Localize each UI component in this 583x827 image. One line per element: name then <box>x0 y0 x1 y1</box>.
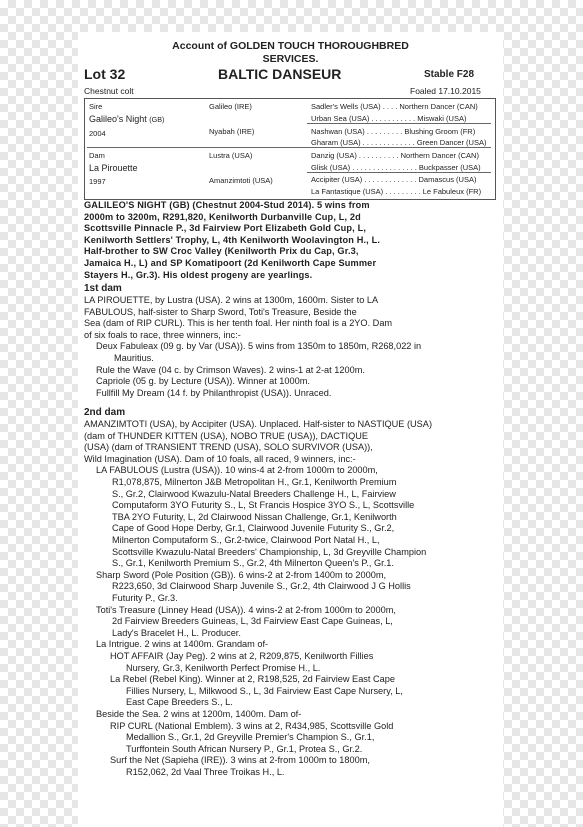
pedigree-divider <box>87 147 491 148</box>
description-line: Stayers H., Gr.3). His oldest progeny are yearlings. <box>84 269 313 280</box>
pedigree-line: East Cape Breeders S., L. <box>126 697 233 708</box>
description-line: 2000m to 3200m, R291,820, Kenilworth Durbanville Cup, L, 2d <box>84 211 361 222</box>
pedigree-line: R223,650, 3d Clairwood Sharp Juvenile S., Gr.2, 4th Clairwood J G Hollis <box>112 581 411 592</box>
pedigree-line: Lady's Bracelet H., L. Producer. <box>112 627 241 638</box>
dam-year: 1997 <box>89 177 106 186</box>
consignor-line: Account of GOLDEN TOUCH THOROUGHBRED <box>172 40 409 52</box>
pedigree-line: Toti's Treasure (Linney Head (USA)). 4 wins-2 at 2-from 1000m to 2000m, <box>96 604 396 615</box>
pedigree-line: Beside the Sea. 2 wins at 1200m, 1400m. Dam of- <box>96 709 302 719</box>
pedigree-line: AMANZIMTOTI (USA), by Accipiter (USA). Unplaced. Half-sister to NASTIQUE (USA) <box>84 419 432 429</box>
pedigree-divider <box>307 172 491 173</box>
gen3-entry: Glisk (USA) . . . . . . . . . . . . . . . . Buckpasser (USA) <box>311 163 481 172</box>
pedigree-table <box>84 98 496 200</box>
description-line: GALILEO'S NIGHT (GB) (Chestnut 2004-Stud 2014). 5 wins from <box>84 200 370 210</box>
pedigree-line: S., Gr.2, Clairwood Kwazulu-Natal Breeders Challenge H., L, Fairview <box>112 488 396 499</box>
sire-dam: Nyabah (IRE) <box>209 127 255 136</box>
pedigree-line: Capriole (05 g. by Lecture (USA)). Winner at 1000m. <box>96 376 310 387</box>
pedigree-line: (dam of THUNDER KITTEN (USA), NOBO TRUE (USA)), DACTIQUE <box>84 430 368 441</box>
pedigree-line: RIP CURL (National Emblem). 3 wins at 2, R434,985, Scottsville Gold <box>110 720 394 731</box>
gen3-entry: Urban Sea (USA) . . . . . . . . . . . Miswaki (USA) <box>311 114 467 123</box>
pedigree-line: Sea (dam of RIP CURL). This is her tenth foal. Her ninth foal is a 2YO. Dam <box>84 318 393 329</box>
pedigree-line: Medallion S., Gr.1, 2d Greyville Premier's Champion S., Gr.1, <box>126 732 375 743</box>
pedigree-line: Sharp Sword (Pole Position (GB)). 6 wins-2 at 2-from 1400m to 2000m, <box>96 569 387 580</box>
pedigree-line: Futurity P., Gr.3. <box>112 593 178 603</box>
gen3-entry: Nashwan (USA) . . . . . . . . . Blushing Groom (FR) <box>311 127 476 136</box>
pedigree-line: of six foals to race, three winners, inc:- <box>84 329 241 340</box>
pedigree-line: TBA 2YO Futurity, L, 2d Clairwood Nissan Challenge, Gr.1, Kenilworth <box>112 511 397 522</box>
gen3-entry: La Fantastique (USA) . . . . . . . . . Le Fabuleux (FR) <box>311 187 482 196</box>
description-line: Half-brother to SW Croc Valley (Kenilworth Prix du Cap, Gr.3, <box>84 246 359 257</box>
pedigree-line: Wild Imagination (USA). Dam of 10 foals, all raced, 9 winners, inc:- <box>84 453 356 464</box>
first-dam-heading: 1st dam <box>84 283 122 294</box>
pedigree-line: Fillies Nursery, L, Milkwood S., L, 3d Fairview East Cape Nursery, L, <box>126 685 403 696</box>
pedigree-line: La Rebel (Rebel King). Winner at 2, R198,525, 2d Fairview East Cape <box>110 674 395 685</box>
catalogue-page <box>78 32 503 827</box>
dam-name: La Pirouette <box>89 163 138 173</box>
pedigree-line: (USA) (dam of TRANSIENT TREND (USA), SOLO SURVIVOR (USA)), <box>84 442 373 453</box>
horse-colour: Chestnut colt <box>84 86 134 96</box>
consignor-line-2: SERVICES. <box>262 53 319 65</box>
stable-number: Stable F28 <box>424 69 475 80</box>
second-dam-heading: 2nd dam <box>84 407 126 418</box>
pedigree-line: HOT AFFAIR (Jay Peg). 2 wins at 2, R209,875, Kenilworth Fillies <box>110 651 374 661</box>
sire-label: Sire <box>89 102 103 111</box>
lot-number: Lot 32 <box>84 66 126 82</box>
pedigree-line: Computaform 3YO Futurity S., L, St Francis Hospice 3YO S., L, Scottsville <box>112 500 415 511</box>
pedigree-divider <box>307 123 491 124</box>
description-line: Kenilworth Settlers' Trophy, L, 4th Kenilworth Woolavington H., L. <box>84 234 381 245</box>
pedigree-line: Cape of Good Hope Derby, Gr.1, Clairwood Juvenile Futurity S., Gr.2, <box>112 523 395 534</box>
pedigree-line: La Intrigue. 2 wins at 1400m. Grandam of- <box>96 639 269 650</box>
sire-sire: Galileo (IRE) <box>209 102 252 111</box>
pedigree-line: S., Gr.1, Kenilworth Premium S., Gr.2, 4th Milnerton Queen's P., Gr.1. <box>112 558 394 569</box>
gen3-entry: Gharam (USA) . . . . . . . . . . . . . Green Dancer (USA) <box>311 138 487 147</box>
pedigree-line: Milnerton Computaform S., Gr.2-twice, Clairwood Port Natal H., L, <box>112 535 380 545</box>
description-line: Jamaica H., L) and SP Komatipoort (2d Kenilworth Cape Summer <box>84 257 377 268</box>
pedigree-line: Nursery, Gr.3, Kenilworth Perfect Promise H., L. <box>126 662 321 673</box>
dam-label: Dam <box>89 151 105 160</box>
pedigree-line: LA PIROUETTE, by Lustra (USA). 2 wins at 1300m, 1600m. Sister to LA <box>84 295 379 305</box>
pedigree-line: Mauritius. <box>114 353 154 363</box>
sire-description <box>84 200 494 281</box>
pedigree-line: FABULOUS, half-sister to Sharp Sword, Toti's Treasure, Beside the <box>84 306 357 317</box>
pedigree-line: R1,078,875, Milnerton J&B Metropolitan H., Gr.1, Kenilworth Premium <box>112 477 397 487</box>
gen3-entry: Danzig (USA) . . . . . . . . . . Northern Dancer (CAN) <box>311 151 479 160</box>
sire-name: Galileo's Night (GB) <box>89 114 165 124</box>
gen3-entry: Sadler's Wells (USA) . . . . Northern Dancer (CAN) <box>311 102 478 111</box>
sire-year: 2004 <box>89 129 106 138</box>
pedigree-line: 2d Fairview Breeders Guineas, L, 3d Fairview East Cape Guineas, L, <box>112 616 393 627</box>
horse-name: BALTIC DANSEUR <box>218 66 342 82</box>
pedigree-line: Deux Fabuleax (09 g. by Var (USA)). 5 wins from 1350m to 1850m, R268,022 in <box>96 341 422 352</box>
foaled-date: Foaled 17.10.2015 <box>410 86 481 96</box>
pedigree-line: LA FABULOUS (Lustra (USA)). 10 wins-4 at 2-from 1000m to 2000m, <box>96 465 378 476</box>
pedigree-line: R152,062, 2d Vaal Three Troikas H., L. <box>126 767 285 777</box>
pedigree-line: Scottsville Kwazulu-Natal Breeders' Championship, L, 3d Greyville Champion <box>112 546 427 557</box>
pedigree-line: Rule the Wave (04 c. by Crimson Waves). 2 wins-1 at 2-at 1200m. <box>96 364 365 375</box>
pedigree-line: Fullfill My Dream (14 f. by Philanthropist (USA)). Unraced. <box>96 387 332 398</box>
dam-sire: Lustra (USA) <box>209 151 253 160</box>
gen3-entry: Accipiter (USA) . . . . . . . . . . . . . Damascus (USA) <box>311 175 477 184</box>
pedigree-line: Turffontein South African Nursery P., Gr.1, Protea S., Gr.2. <box>126 743 363 754</box>
pedigree-line: Surf the Net (Sapieha (IRE)). 3 wins at 2-from 1000m to 1800m, <box>110 755 370 766</box>
dam-dam: Amanzimtoti (USA) <box>209 176 273 185</box>
description-line: Scottsville Pinnacle P., 3d Fairview Port Elizabeth Gold Cup, L, <box>84 223 367 234</box>
